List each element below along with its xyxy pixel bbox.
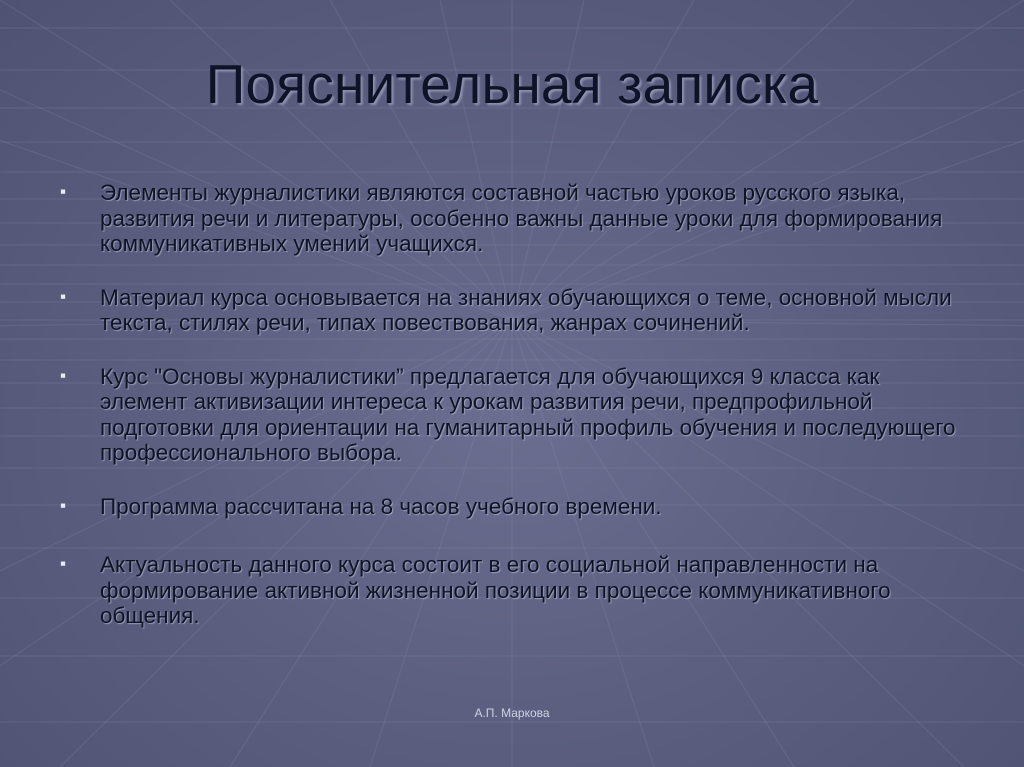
bullet-text: Актуальность данного курса состоит в его социальной направленности на формирование активной жизненной позиции в процессе коммуникативного общения. (100, 552, 891, 628)
square-bullet-icon: ▪ (60, 554, 67, 573)
slide-title: Пояснительная записка (205, 53, 819, 115)
bullet-item (60, 494, 960, 520)
square-bullet-icon: ▪ (60, 365, 67, 385)
square-bullet-icon: ▪ (60, 495, 67, 515)
bullet-item (60, 285, 960, 336)
bullet-text: Элементы журналистики являются составной частью уроков русского языка, развития речи и литературы, особенно важны данные уроки для формирования коммуникативных умений учащихся. (100, 180, 943, 256)
bullet-text: Программа рассчитана на 8 часов учебного времени. (100, 493, 662, 519)
bullet-text: Материал курса основывается на знаниях обучающихся о теме, основной мысли текста, стилях речи, типах повествования, жанрах сочинений. (100, 284, 952, 335)
square-bullet-icon: ▪ (60, 182, 67, 201)
slide-footer-author: А.П. Маркова (474, 706, 550, 720)
bullet-text: Курс "Основы журналистики” предлагается для обучающихся 9 класса как элемент активизации интереса к урокам развития речи, предпрофильной подготовки для ориентации на гуманитарный профиль обучения и последующего профессионального выбора. (100, 363, 956, 465)
bullet-list (60, 180, 960, 657)
bullet-item (60, 180, 960, 257)
square-bullet-icon: ▪ (60, 286, 67, 306)
bullet-item (60, 364, 960, 466)
bullet-item (60, 552, 960, 629)
